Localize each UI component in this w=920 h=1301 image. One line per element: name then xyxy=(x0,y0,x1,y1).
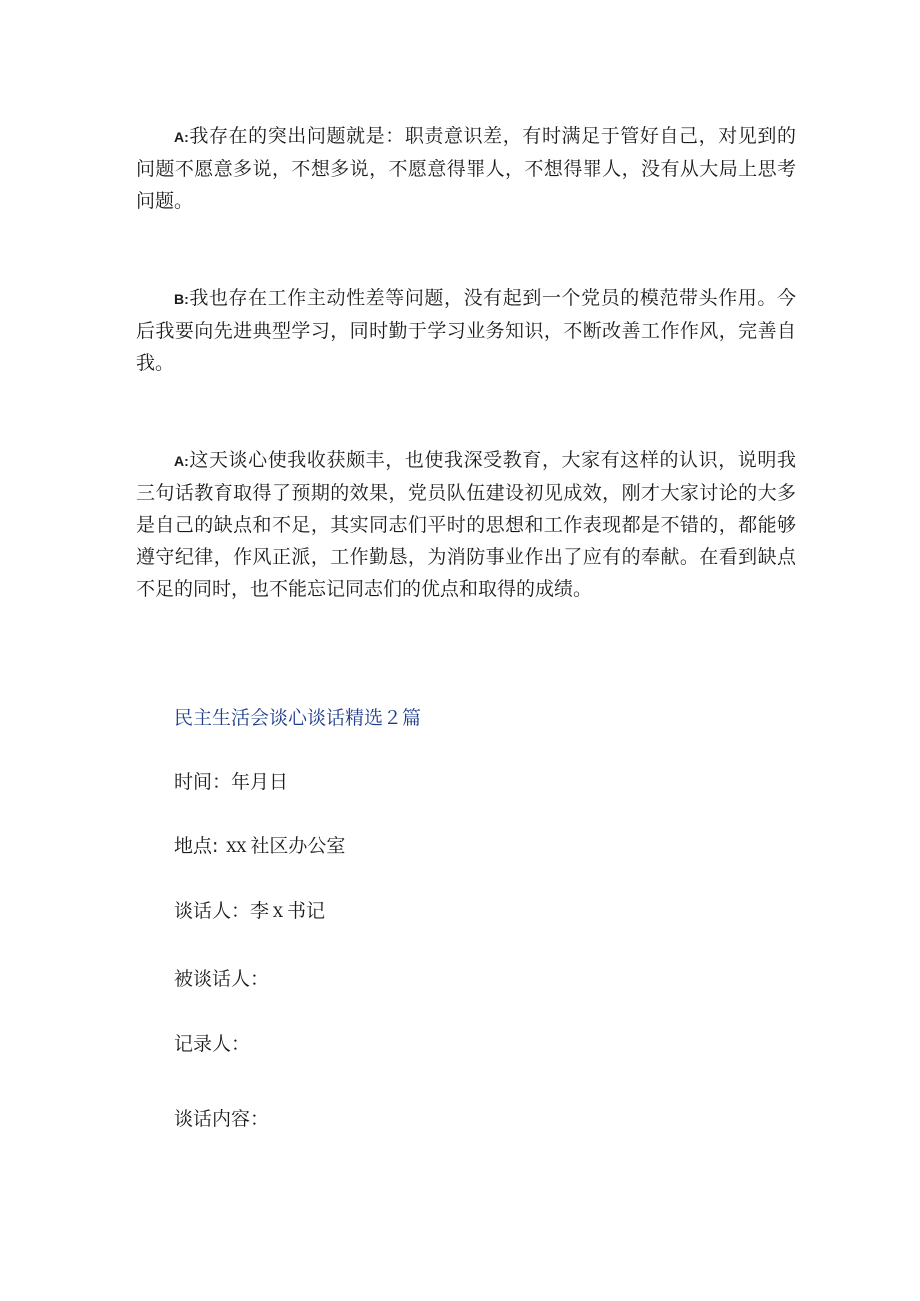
dialogue-paragraph-2 xyxy=(136,282,796,379)
paragraph-text: 我存在的突出问题就是：职责意识差，有时满足于管好自己，对见到的问题不愿意多说，不想多说，不愿意得罪人，不想得罪人，没有从大局上思考问题。 xyxy=(136,125,796,212)
paragraph-text: 这天谈心使我收获颇丰，也使我深受教育，大家有这样的认识，说明我三句话教育取得了预期的效果，党员队伍建设初见成效，刚才大家讨论的大多是自己的缺点和不足，其实同志们平时的思想和工作表现都是不错的，都能够遵守纪律，作风正派，工作勤恳，为消防事业作出了应有的奉献。在看到缺点不足的同时，也不能忘记同志们的优点和取得的成绩。 xyxy=(136,449,796,600)
dialogue-paragraph-3 xyxy=(136,444,796,605)
speaker-title: 书记 xyxy=(286,900,325,922)
location-value: 社区办公室 xyxy=(250,835,346,857)
speaker-label: B: xyxy=(174,291,189,307)
location-code: XX xyxy=(226,840,247,856)
meeting-recorder: 记录人： xyxy=(174,1033,251,1055)
paragraph-text: 我也存在工作主动性差等问题，没有起到一个党员的模范带头作用。今后我要向先进典型学习，同时勤于学习业务知识，不断改善工作作风，完善自我。 xyxy=(136,287,796,374)
speaker-code: X xyxy=(273,905,283,921)
section-heading: 民主生活会谈心谈话精选２篇 xyxy=(174,707,422,729)
meeting-interviewee: 被谈话人： xyxy=(174,968,270,990)
meeting-content: 谈话内容： xyxy=(174,1108,270,1130)
location-label: 地点: xyxy=(174,835,219,857)
speaker-label: A: xyxy=(174,453,189,469)
speaker-label-field: 谈话人：李 xyxy=(174,900,270,922)
meeting-location xyxy=(174,832,345,862)
speaker-label: A: xyxy=(174,129,189,145)
meeting-speaker xyxy=(174,897,325,927)
meeting-time: 时间：年月日 xyxy=(174,771,289,793)
dialogue-paragraph-1 xyxy=(136,120,796,217)
